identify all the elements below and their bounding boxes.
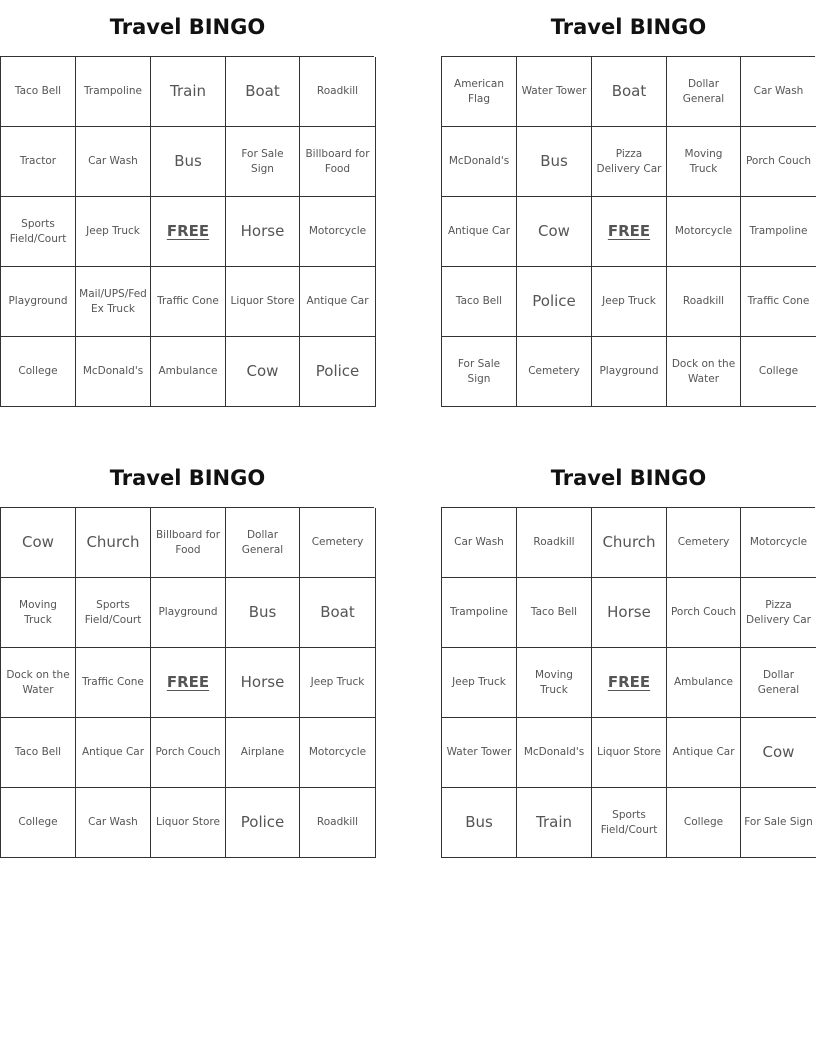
bingo-cell: Porch Couch	[741, 127, 816, 197]
bingo-cell: Pizza Delivery Car	[592, 127, 667, 197]
card-title: Travel BINGO	[550, 15, 707, 39]
bingo-cell: Car Wash	[442, 508, 517, 578]
bingo-cell: Moving Truck	[667, 127, 741, 197]
free-space: FREE	[151, 648, 226, 718]
bingo-cell: Police	[300, 337, 376, 407]
bingo-cell: Playground	[1, 267, 76, 337]
bingo-cell: Taco Bell	[1, 718, 76, 788]
bingo-cell: Cemetery	[667, 508, 741, 578]
bingo-card-2	[441, 0, 816, 407]
bingo-cell: Ambulance	[151, 337, 226, 407]
bingo-grid	[0, 56, 374, 407]
bingo-cell: Porch Couch	[667, 578, 741, 648]
bingo-cell: American Flag	[442, 57, 517, 127]
bingo-cell: Trampoline	[741, 197, 816, 267]
free-space: FREE	[592, 197, 667, 267]
bingo-cell: Traffic Cone	[741, 267, 816, 337]
bingo-cell: McDonald's	[76, 337, 151, 407]
bingo-cell: Antique Car	[667, 718, 741, 788]
bingo-cell: Train	[151, 57, 226, 127]
bingo-cell: Antique Car	[442, 197, 517, 267]
bingo-cell: Church	[592, 508, 667, 578]
bingo-cell: Horse	[592, 578, 667, 648]
bingo-cell: Water Tower	[442, 718, 517, 788]
bingo-cell: Cow	[226, 337, 300, 407]
bingo-cell: Antique Car	[76, 718, 151, 788]
bingo-cell: Bus	[442, 788, 517, 858]
bingo-cell: Roadkill	[300, 57, 376, 127]
bingo-grid	[0, 507, 374, 858]
bingo-cell: Roadkill	[300, 788, 376, 858]
bingo-cell: Sports Field/Court	[1, 197, 76, 267]
bingo-cell: Liquor Store	[226, 267, 300, 337]
bingo-cell: Roadkill	[517, 508, 592, 578]
bingo-cell: College	[741, 337, 816, 407]
bingo-cell: Horse	[226, 197, 300, 267]
bingo-cell: Police	[517, 267, 592, 337]
bingo-cell: Trampoline	[76, 57, 151, 127]
bingo-cell: Moving Truck	[517, 648, 592, 718]
bingo-cell: Car Wash	[76, 788, 151, 858]
bingo-cell: Pizza Delivery Car	[741, 578, 816, 648]
bingo-cell: Taco Bell	[517, 578, 592, 648]
bingo-cell: Bus	[517, 127, 592, 197]
bingo-cell: College	[1, 788, 76, 858]
bingo-cell: For Sale Sign	[442, 337, 517, 407]
bingo-cell: Dock on the Water	[1, 648, 76, 718]
bingo-cell: Liquor Store	[151, 788, 226, 858]
bingo-cell: Trampoline	[442, 578, 517, 648]
bingo-cell: College	[1, 337, 76, 407]
bingo-cell: Police	[226, 788, 300, 858]
bingo-cell: McDonald's	[442, 127, 517, 197]
card-title: Travel BINGO	[550, 466, 707, 490]
bingo-cell: Roadkill	[667, 267, 741, 337]
bingo-grid	[441, 507, 815, 858]
bingo-cell: McDonald's	[517, 718, 592, 788]
bingo-cell: Dollar General	[667, 57, 741, 127]
bingo-cell: Dollar General	[741, 648, 816, 718]
bingo-cell: Moving Truck	[1, 578, 76, 648]
bingo-cell: Antique Car	[300, 267, 376, 337]
bingo-card-4	[441, 451, 816, 858]
bingo-cell: Motorcycle	[741, 508, 816, 578]
bingo-cell: Playground	[592, 337, 667, 407]
bingo-cell: Car Wash	[76, 127, 151, 197]
bingo-cell: Dollar General	[226, 508, 300, 578]
bingo-cell: Porch Couch	[151, 718, 226, 788]
bingo-cell: Car Wash	[741, 57, 816, 127]
bingo-cell: Horse	[226, 648, 300, 718]
bingo-grid	[441, 56, 815, 407]
bingo-cell: Billboard for Food	[300, 127, 376, 197]
card-title: Travel BINGO	[109, 15, 266, 39]
bingo-cell: Boat	[592, 57, 667, 127]
bingo-cell: Airplane	[226, 718, 300, 788]
bingo-cell: Taco Bell	[442, 267, 517, 337]
bingo-cell: Cemetery	[517, 337, 592, 407]
bingo-cell: Traffic Cone	[151, 267, 226, 337]
bingo-cell: Jeep Truck	[76, 197, 151, 267]
free-space: FREE	[592, 648, 667, 718]
bingo-cell: Bus	[226, 578, 300, 648]
bingo-card-1	[0, 0, 375, 407]
bingo-cell: Billboard for Food	[151, 508, 226, 578]
bingo-cell: Train	[517, 788, 592, 858]
bingo-cell: Sports Field/Court	[76, 578, 151, 648]
bingo-cell: Dock on the Water	[667, 337, 741, 407]
bingo-cell: For Sale Sign	[741, 788, 816, 858]
bingo-cell: Liquor Store	[592, 718, 667, 788]
bingo-cell: Jeep Truck	[592, 267, 667, 337]
bingo-cell: Cow	[1, 508, 76, 578]
bingo-cell: College	[667, 788, 741, 858]
bingo-cell: Traffic Cone	[76, 648, 151, 718]
bingo-cell: Motorcycle	[300, 197, 376, 267]
bingo-cell: Church	[76, 508, 151, 578]
bingo-cell: Motorcycle	[667, 197, 741, 267]
bingo-cell: Playground	[151, 578, 226, 648]
bingo-cell: For Sale Sign	[226, 127, 300, 197]
bingo-cell: Cow	[741, 718, 816, 788]
bingo-cell: Cow	[517, 197, 592, 267]
bingo-cell: Boat	[226, 57, 300, 127]
bingo-cell: Jeep Truck	[300, 648, 376, 718]
bingo-cell: Taco Bell	[1, 57, 76, 127]
bingo-cell: Ambulance	[667, 648, 741, 718]
bingo-cell: Jeep Truck	[442, 648, 517, 718]
bingo-cell: Mail/UPS/Fed Ex Truck	[76, 267, 151, 337]
free-space: FREE	[151, 197, 226, 267]
bingo-cell: Motorcycle	[300, 718, 376, 788]
bingo-cell: Bus	[151, 127, 226, 197]
bingo-card-3	[0, 451, 375, 858]
bingo-cell: Tractor	[1, 127, 76, 197]
bingo-cell: Cemetery	[300, 508, 376, 578]
bingo-cell: Sports Field/Court	[592, 788, 667, 858]
card-title: Travel BINGO	[109, 466, 266, 490]
bingo-cell: Boat	[300, 578, 376, 648]
bingo-cell: Water Tower	[517, 57, 592, 127]
